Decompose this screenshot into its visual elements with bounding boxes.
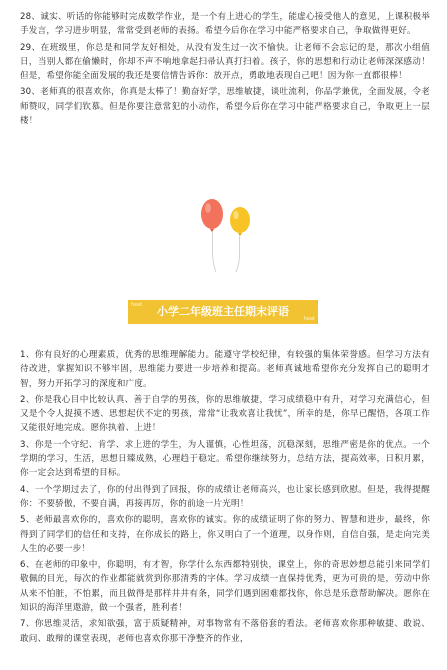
comment-paragraph-5: 5、老师最喜欢你的，喜欢你的聪明，喜欢你的诚实。你的成绩证明了你的努力、智慧和进步，最终，你得到了同学们的信任和支持，在你成长的路上，你又明白了一个道理，以身作则，自信自强，是走向完美人生的必要一步！ [20, 515, 430, 554]
banner-title: 小学二年级班主任期末评语 [157, 305, 289, 318]
balloons-icon [198, 194, 258, 274]
comments-section-bottom [20, 348, 430, 648]
section-title-banner [128, 300, 318, 324]
comment-paragraph-28: 28、诚实、听话的你能够时完成数学作业，是一个有上进心的学生，能虚心接受他人的意见，上课积极举手发言，学习进步明显，常常受到老师的表扬。希望今后你在学习中能严格要求自己，争取做得更好。 [20, 12, 430, 37]
comment-paragraph-2: 2、你是我心目中比较认真、善于自学的男孩，你的思维敏捷，学习成绩稳中有升，对学习充满信心，但又是个令人捉摸不透、思想起伏不定的男孩，常常“让我欢喜让我忧”，所幸的是，你早已醒悟，各项工作又能很好地完成。愿你执着、上进！ [20, 394, 430, 434]
comment-paragraph-7: 7、你思维灵活，求知欲强，富于质疑精神，对事物常有不落俗套的看法。老师喜欢你那种敏捷、敢说、敢问、敢辩的课堂表现，老师也喜欢你那干净整齐的作业， [20, 619, 430, 644]
comment-paragraph-4: 4、一个学期过去了，你的付出得到了回报，你的成绩让老师高兴，也让家长感到欣慰。但是，我得提醒你：不要骄傲，不要自满，再接再厉，你的前途一片光明！ [20, 484, 430, 509]
comment-paragraph-3: 3、你是一个守纪、肯学、求上进的学生，为人谨慎，心性坦荡，沉稳深刻，思维严密是你的优点。一个学期的学习，生活，思想日臻成熟，心理趋于稳定。希望你继续努力，总结方法，提高效率，日积月累，你一定会达到希望的目标。 [20, 439, 430, 479]
comment-paragraph-30: 30、老师真的很喜欢你，你真是太棒了！勤奋好学，思维敏捷，谈吐流利，你品学兼优，全面发展，令老师赞叹，同学们钦慕。但是你要注意常犯的小动作，希望今后你在学习中能严格要求自己，争取更上一层楼！ [20, 87, 430, 127]
balloons-illustration [198, 194, 258, 274]
comments-section-top [20, 10, 430, 130]
comment-paragraph-6: 6、在老师的印象中，你聪明，有才智，你学什么东西都特别快，课堂上，你的奇思妙想总能引来同学们敬佩的目光，每次的作业都能就赏到你那清秀的字体。学习成绩一直保持优秀，更为可贵的是，劳动中你从来不怕脏，不怕累，而且做得是那样井井有条，同学们遇到困难都找你，你总是乐意帮助解决。愿你在知识的海洋里遨游，做一个强者，胜利者！ [20, 560, 430, 614]
banner-tag-right: heat [303, 316, 315, 322]
banner-tag-left: heat [131, 302, 143, 308]
comment-paragraph-1: 1、你有良好的心理素质，优秀的思维理解能力。能遵守学校纪律，有较强的集体荣誉感。但学习方法有待改进，掌握知识不够牢固，思维能力要进一步培养和提高。老师真诚地希望你充分发挥自己的聪明才智，努力开拓学习的深度和广度。 [20, 350, 430, 389]
comment-paragraph-29: 29、在班级里，你总是和同学友好相处，从没有发生过一次不愉快。让老师不会忘记的是，那次小组值日，当别人都在偷懒时，你却不声不响地拿起扫帚认真打扫着。孩子，你的思想和行动让老师深深感动！但是，希望你能全面发展的我还是要信情告诉你：放开点，勇敢地表现自己吧！因为你一直都很棒！ [20, 42, 430, 82]
